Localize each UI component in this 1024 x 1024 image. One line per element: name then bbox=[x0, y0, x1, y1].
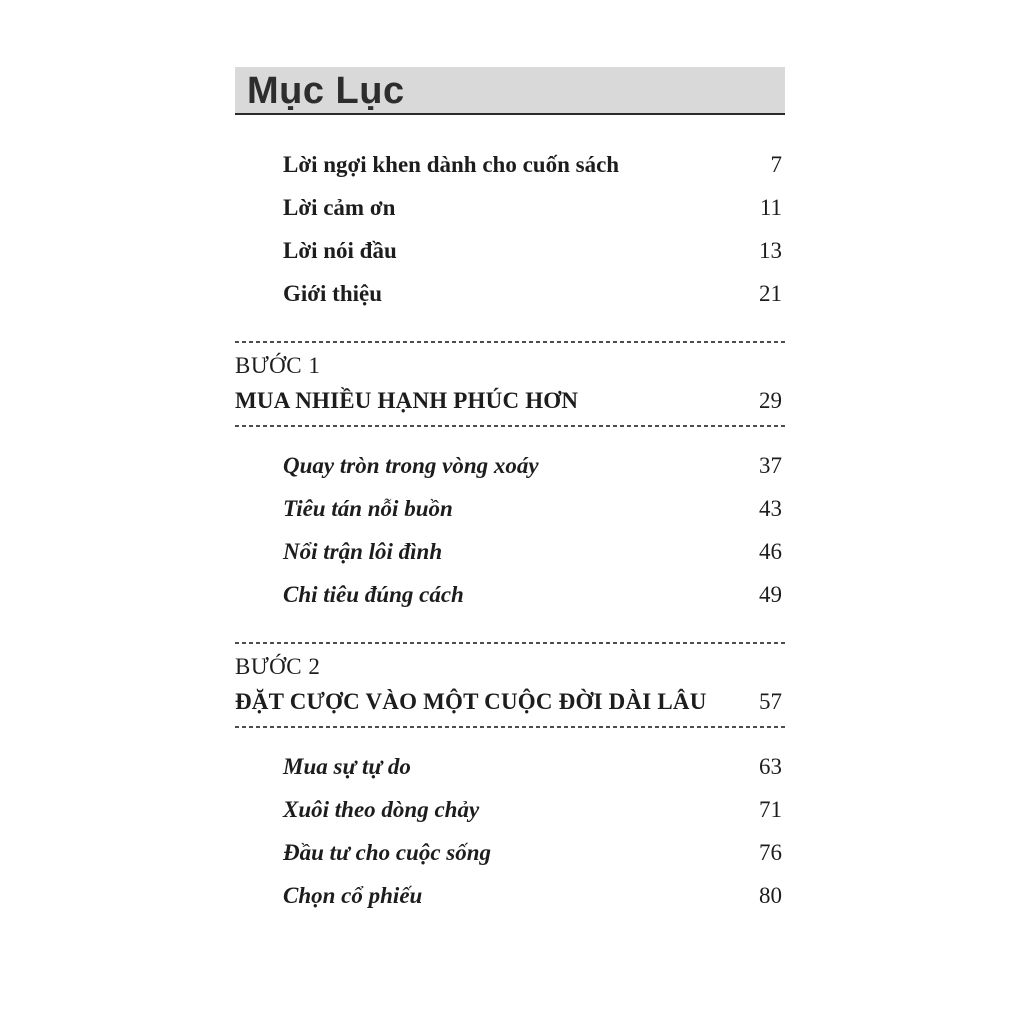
toc-entry bbox=[235, 152, 785, 176]
section-page-number: 57 bbox=[759, 689, 782, 714]
entry-page-number: 13 bbox=[759, 238, 782, 263]
section-page-number: 29 bbox=[759, 388, 782, 413]
entry-page-number: 46 bbox=[759, 539, 782, 564]
entry-label: Lời nói đầu bbox=[283, 238, 397, 263]
toc-entry bbox=[235, 496, 785, 520]
entry-page-number: 7 bbox=[770, 152, 782, 177]
step-label: BƯỚC 1 bbox=[235, 353, 321, 378]
entry-page-number: 43 bbox=[759, 496, 782, 521]
toc-entry bbox=[235, 281, 785, 305]
toc-entry bbox=[235, 754, 785, 778]
toc-section-step-2 bbox=[235, 642, 785, 907]
toc-entry bbox=[235, 539, 785, 563]
toc-section-step-1 bbox=[235, 341, 785, 606]
entry-page-number: 80 bbox=[759, 883, 782, 908]
toc-entry bbox=[235, 797, 785, 821]
front-matter-list bbox=[235, 115, 785, 305]
section-divider bbox=[235, 642, 785, 644]
entry-page-number: 11 bbox=[759, 195, 782, 220]
toc-entry bbox=[235, 883, 785, 907]
toc-entry bbox=[235, 238, 785, 262]
entry-page-number: 37 bbox=[759, 453, 782, 478]
step-label: BƯỚC 2 bbox=[235, 654, 321, 679]
entry-page-number: 71 bbox=[759, 797, 782, 822]
section-title: MUA NHIỀU HẠNH PHÚC HƠN bbox=[235, 388, 579, 413]
entry-page-number: 49 bbox=[759, 582, 782, 607]
entry-label: Lời ngợi khen dành cho cuốn sách bbox=[283, 152, 620, 177]
entry-label: Nổi trận lôi đình bbox=[283, 539, 443, 564]
section-title: ĐẶT CƯỢC VÀO MỘT CUỘC ĐỜI DÀI LÂU bbox=[235, 689, 707, 714]
section-divider bbox=[235, 341, 785, 343]
entry-label: Tiêu tán nỗi buồn bbox=[283, 496, 453, 521]
section-title-row bbox=[235, 388, 785, 414]
entry-label: Mua sự tự do bbox=[283, 754, 411, 779]
entry-label: Chọn cổ phiếu bbox=[283, 883, 423, 908]
entry-label: Lời cảm ơn bbox=[283, 195, 396, 220]
entry-label: Đầu tư cho cuộc sống bbox=[283, 840, 492, 865]
toc-entry bbox=[235, 453, 785, 477]
toc-page bbox=[235, 67, 785, 926]
entry-label: Quay tròn trong vòng xoáy bbox=[283, 453, 539, 478]
toc-entry bbox=[235, 195, 785, 219]
entry-label: Giới thiệu bbox=[283, 281, 382, 306]
chapter-list bbox=[235, 427, 785, 606]
entry-page-number: 21 bbox=[759, 281, 782, 306]
toc-title: Mục Lục bbox=[247, 70, 405, 112]
toc-entry bbox=[235, 840, 785, 864]
entry-label: Xuôi theo dòng chảy bbox=[283, 797, 480, 822]
toc-header-bar bbox=[235, 67, 785, 115]
chapter-list bbox=[235, 728, 785, 907]
section-title-row bbox=[235, 689, 785, 715]
entry-label: Chi tiêu đúng cách bbox=[283, 582, 464, 607]
toc-entry bbox=[235, 582, 785, 606]
entry-page-number: 63 bbox=[759, 754, 782, 779]
entry-page-number: 76 bbox=[759, 840, 782, 865]
